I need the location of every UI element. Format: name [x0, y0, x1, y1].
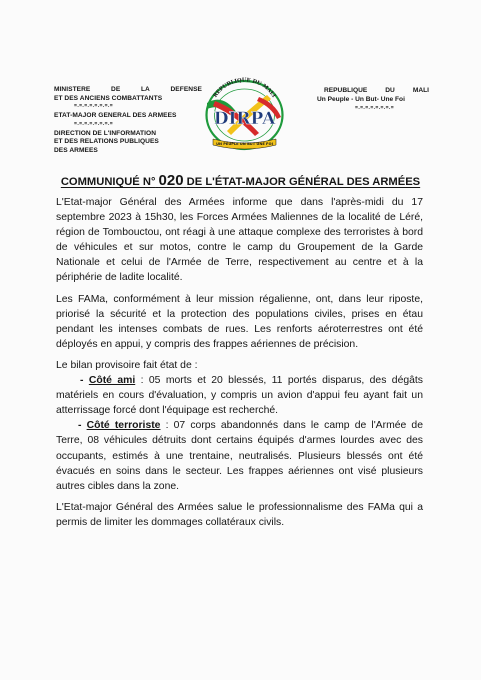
- ministry-line2: ET DES ANCIENS COMBATTANTS: [54, 94, 163, 102]
- communique-title: [0, 172, 481, 189]
- republic-line: [317, 86, 429, 95]
- separator-dashes: =.=.=.=.=.=.=.=: [74, 103, 114, 110]
- direction-line1: DIRECTION DE L'INFORMATION: [54, 129, 157, 137]
- ministry-line1: [54, 86, 202, 95]
- bullet-dash: -: [78, 420, 87, 432]
- terrorist-details: : 07 corps abandonnés dans le camp de l'Armée de Terre, 08 véhicules détruits dont certains équipés d'armes lourdes avec des occupants, estimés à une trentaine, neutralisés. Plusieurs blessés ont été évacués en soins dans le secteur. Les frappes aériennes ont visé plusieurs autres cibles dans la zone.: [56, 420, 423, 492]
- general-staff-line: ETAT-MAJOR GENERAL DES ARMEES: [54, 112, 177, 120]
- bullet-dash: -: [80, 375, 89, 387]
- republic-header: [317, 86, 429, 112]
- friendly-label: Côté ami: [88, 375, 136, 387]
- ministry-word: DEFENSE: [170, 86, 202, 93]
- communique-body: [56, 195, 423, 536]
- ministry-word: LA: [140, 86, 150, 93]
- toll-friendly-side: [56, 373, 423, 418]
- toll-terrorist-side: [56, 418, 423, 493]
- terrorist-label: Côté terroriste: [86, 420, 161, 432]
- separator-dashes: =.=.=.=.=.=.=.=: [74, 120, 114, 127]
- direction-line2: ET DES RELATIONS PUBLIQUES: [54, 138, 159, 146]
- dirpa-logo: [197, 73, 292, 153]
- republic-word: DU: [385, 87, 395, 94]
- republic-word: MALI: [412, 87, 429, 94]
- title-prefix: COMMUNIQUÉ N°: [60, 176, 156, 188]
- paragraph-closing: L'Etat-major Général des Armées salue le professionnalisme des FAMa qui a permis de limiter les dommages collatéraux civils.: [56, 501, 423, 528]
- dirpa-emblem-icon: [197, 73, 292, 153]
- direction-line3: DES ARMEES: [54, 146, 98, 154]
- logo-acronym: DIRPA: [213, 109, 276, 129]
- separator-dashes: =.=.=.=.=.=.=.=: [355, 105, 395, 111]
- logo-top-text: REPUBLIQUE DU MALI: [212, 77, 277, 99]
- ministry-word: MINISTERE: [54, 86, 91, 93]
- paragraph-response: Les FAMa, conformément à leur mission régalienne, ont, dans leur riposte, priorisé la sécurité et la protection des populations civiles, prises en étau pendant les intenses combats de rues. Les renforts aéroterrestres ont été déployés en appui, y compris des frappes aériennes de précision.: [56, 293, 423, 350]
- ministry-word: DE: [111, 86, 121, 93]
- communique-number: 020: [158, 172, 184, 189]
- paragraph-attack: L'Etat-major Général des Armées informe que dans l'après-midi du 17 septembre 2023 à 15h30, les Forces Armées Maliennes de la localité de Léré, région de Tombouctou, ont réagi à une attaque complexe des terroristes à bord de véhicules et sur motos, contre le camp du Groupement de la Garde Nationale et celui de l'Armée de Terre, respectivement au centre et à la périphérie de ladite localité.: [56, 197, 423, 284]
- title-suffix: DE L'ÉTAT-MAJOR GÉNÉRAL DES ARMÉES: [186, 176, 421, 188]
- republic-word: REPUBLIQUE: [324, 87, 368, 94]
- logo-bottom-text: UN PEUPLE UN BUT UNE FOI: [216, 142, 273, 146]
- friendly-details: : 05 morts et 20 blessés, 11 portés disparus, des dégâts matériels en cours d'évaluation, y compris un avion d'appui feu ayant fait un atterrissage forcé dont l'équipage est recherché.: [56, 375, 423, 417]
- national-motto: Un Peuple - Un But- Une Foi: [317, 96, 405, 103]
- toll-intro: Le bilan provisoire fait état de :: [56, 359, 198, 371]
- ministry-header: [54, 86, 202, 156]
